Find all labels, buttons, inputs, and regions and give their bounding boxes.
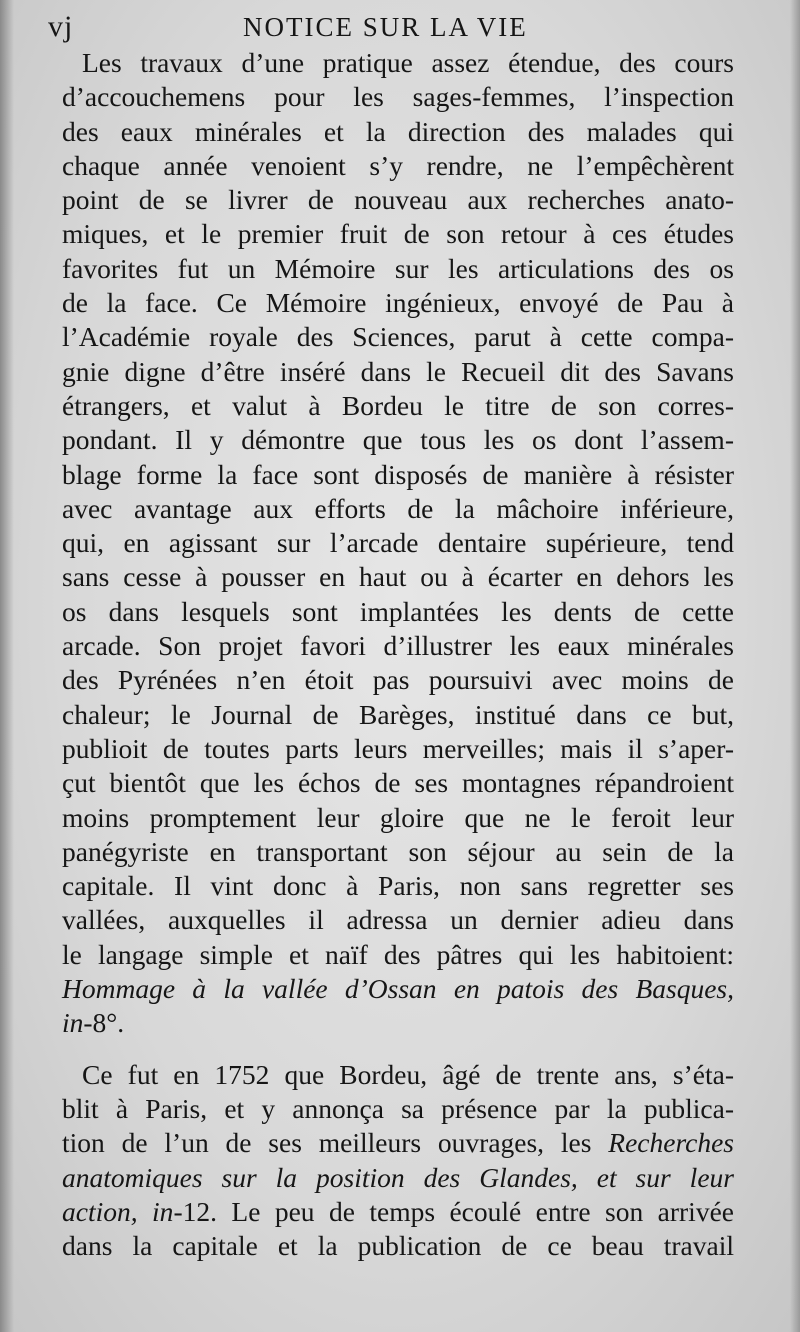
- text-line: publioit de toutes parts leurs merveilles; mais il s’aper-: [62, 732, 734, 764]
- text-line: l’Académie royale des Sciences, parut à cette compa-: [62, 321, 734, 353]
- page-number: vj: [48, 10, 74, 43]
- text-line: favorites fut un Mémoire sur les articulations des os: [62, 252, 734, 284]
- text-span: tion de l’un de ses meilleurs ouvrages, les: [62, 1127, 609, 1159]
- text-line: chaleur; le Journal de Barèges, institué dans ce but,: [62, 698, 734, 730]
- text-line: des eaux minérales et la direction des malades qui: [62, 115, 734, 147]
- text-line: chaque année venoient s’y rendre, ne l’empêchèrent: [62, 149, 734, 181]
- text-line: [62, 1126, 734, 1160]
- text-line: çut bientôt que les échos de ses montagnes répandroient: [62, 767, 734, 799]
- text-line: panégyriste en transportant son séjour au sein de la: [62, 835, 734, 867]
- text-line: sans cesse à pousser en haut ou à écarter en dehors les: [62, 561, 734, 593]
- italic-title: action, in: [62, 1195, 174, 1227]
- text-line: arcade. Son projet favori d’illustrer les eaux minérales: [62, 630, 734, 662]
- text-line: miques, et le premier fruit de son retour à ces études: [62, 218, 734, 250]
- body-text: [62, 46, 734, 1263]
- text-line: point de se livrer de nouveau aux recherches anato-: [62, 184, 734, 216]
- text-line: blit à Paris, et y annonça sa présence par la publica-: [62, 1092, 734, 1124]
- text-line: avec avantage aux efforts de la mâchoire inférieure,: [62, 492, 734, 524]
- text-line: qui, en agissant sur l’arcade dentaire supérieure, tend: [62, 527, 734, 559]
- text-line: [62, 1195, 734, 1229]
- text-line: Ce fut en 1752 que Bordeu, âgé de trente ans, s’éta-: [82, 1058, 734, 1090]
- text-line: dans la capitale et la publication de ce beau travail: [62, 1230, 734, 1262]
- text-line: moins promptement leur gloire que ne le feroit leur: [62, 801, 734, 833]
- format-value: -8°.: [83, 1007, 125, 1039]
- italic-format: in: [62, 1007, 84, 1039]
- text-line-last: [62, 1006, 734, 1040]
- running-title: NOTICE SUR LA VIE: [243, 12, 528, 42]
- text-line: de la face. Ce Mémoire ingénieux, envoyé de Pau à: [62, 287, 734, 319]
- text-line: gnie digne d’être inséré dans le Recueil dit des Savans: [62, 355, 734, 387]
- text-line: vallées, auxquelles il adressa un dernier adieu dans: [62, 904, 734, 936]
- italic-title: Recherches: [608, 1127, 734, 1159]
- text-line: des Pyrénées n’en étoit pas poursuivi avec moins de: [62, 664, 734, 696]
- text-line: pondant. Il y démontre que tous les os dont l’assem-: [62, 424, 734, 456]
- page-header: [48, 6, 738, 46]
- italic-title-line: anatomiques sur la position des Glandes, et sur leur: [62, 1161, 734, 1193]
- text-line: Les travaux d’une pratique assez étendue, des cours: [82, 47, 734, 78]
- text-line: d’accouchemens pour les sages-femmes, l’inspection: [62, 81, 734, 113]
- text-line: étrangers, et valut à Bordeu le titre de son corres-: [62, 389, 734, 421]
- text-line: blage forme la face sont disposés de manière à résister: [62, 458, 734, 490]
- text-span: -12. Le peu de temps écoulé entre son arrivée: [173, 1195, 734, 1227]
- italic-title-line: Hommage à la vallée d’Ossan en patois des Basques,: [62, 973, 734, 1005]
- text-line: le langage simple et naïf des pâtres qui les habitoient:: [62, 938, 734, 970]
- text-line: os dans lesquels sont implantées les dents de cette: [62, 595, 734, 627]
- text-line: capitale. Il vint donc à Paris, non sans regretter ses: [62, 870, 734, 902]
